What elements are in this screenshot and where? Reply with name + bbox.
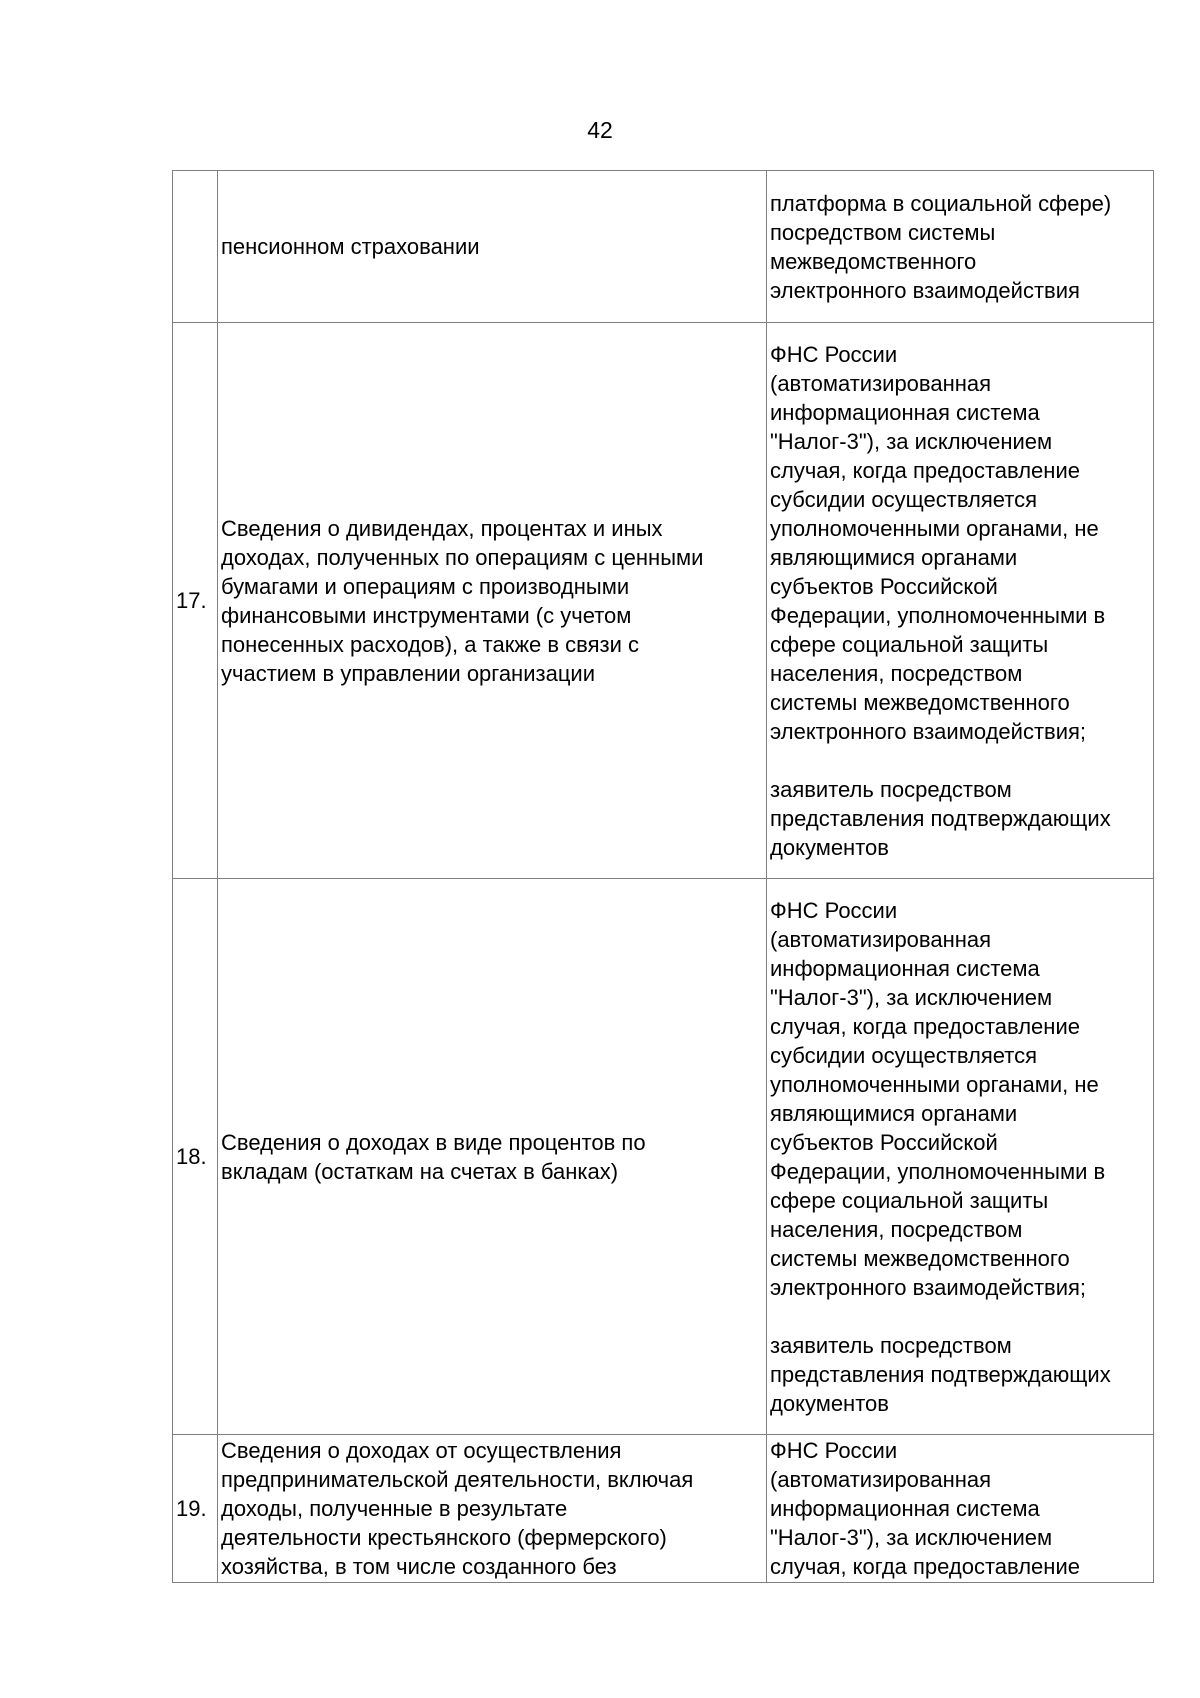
row-number: 18.	[173, 879, 218, 1435]
paragraph-gap	[770, 1302, 1150, 1331]
source-secondary: заявитель посредством представления подтверждающих документов	[770, 776, 1111, 860]
table-row	[173, 323, 1154, 879]
source-line: электронного взаимодействия	[770, 277, 1080, 303]
documents-table	[172, 170, 1154, 1583]
row-description: Сведения о доходах в виде процентов по вкладам (остаткам на счетах в банках)	[218, 879, 767, 1435]
row-source	[767, 879, 1154, 1435]
row-number	[173, 171, 218, 323]
row-source	[767, 171, 1154, 323]
row-number: 19.	[173, 1435, 218, 1583]
row-description: пенсионном страховании	[218, 171, 767, 323]
source-line: межведомственного	[770, 248, 977, 274]
page-number: 42	[587, 117, 613, 143]
source-line: посредством системы	[770, 219, 996, 245]
table-row	[173, 879, 1154, 1435]
row-source	[767, 323, 1154, 879]
row-description: Сведения о доходах от осуществления предпринимательской деятельности, включая доходы, полученные в результате деятельности крестьянского (фермерского) хозяйства, в том числе созданного без	[218, 1435, 767, 1583]
table-row	[173, 1435, 1154, 1583]
row-number: 17.	[173, 323, 218, 879]
table-row	[173, 171, 1154, 323]
source-primary: ФНС России (автоматизированная информационная система "Налог-3"), за исключением случая, когда предоставление субсидии осуществляется уполномоченными органами, не являющимися органами субъектов Российской Федерации, уполномоченными в сфере социальной защиты населения, посредством системы межведомственного электронного взаимодействия;	[770, 897, 1106, 1300]
source-primary: ФНС России (автоматизированная информационная система "Налог-3"), за исключением случая, когда предоставление субсидии осуществляется уполномоченными органами, не являющимися органами субъектов Российской Федерации, уполномоченными в сфере социальной защиты населения, посредством системы межведомственного электронного взаимодействия;	[770, 341, 1106, 744]
source-secondary: заявитель посредством представления подтверждающих документов	[770, 1332, 1111, 1416]
row-description: Сведения о дивидендах, процентах и иных доходах, полученных по операциям с ценными бумагами и операциям с производными финансовыми инструментами (с учетом понесенных расходов), а также в связи с участием в управлении организации	[218, 323, 767, 879]
paragraph-gap	[770, 746, 1150, 775]
source-primary: ФНС России (автоматизированная информационная система "Налог-3"), за исключением случая, когда предоставление	[770, 1438, 1080, 1579]
source-line: платформа в социальной сфере)	[770, 190, 1112, 216]
row-source	[767, 1435, 1154, 1583]
